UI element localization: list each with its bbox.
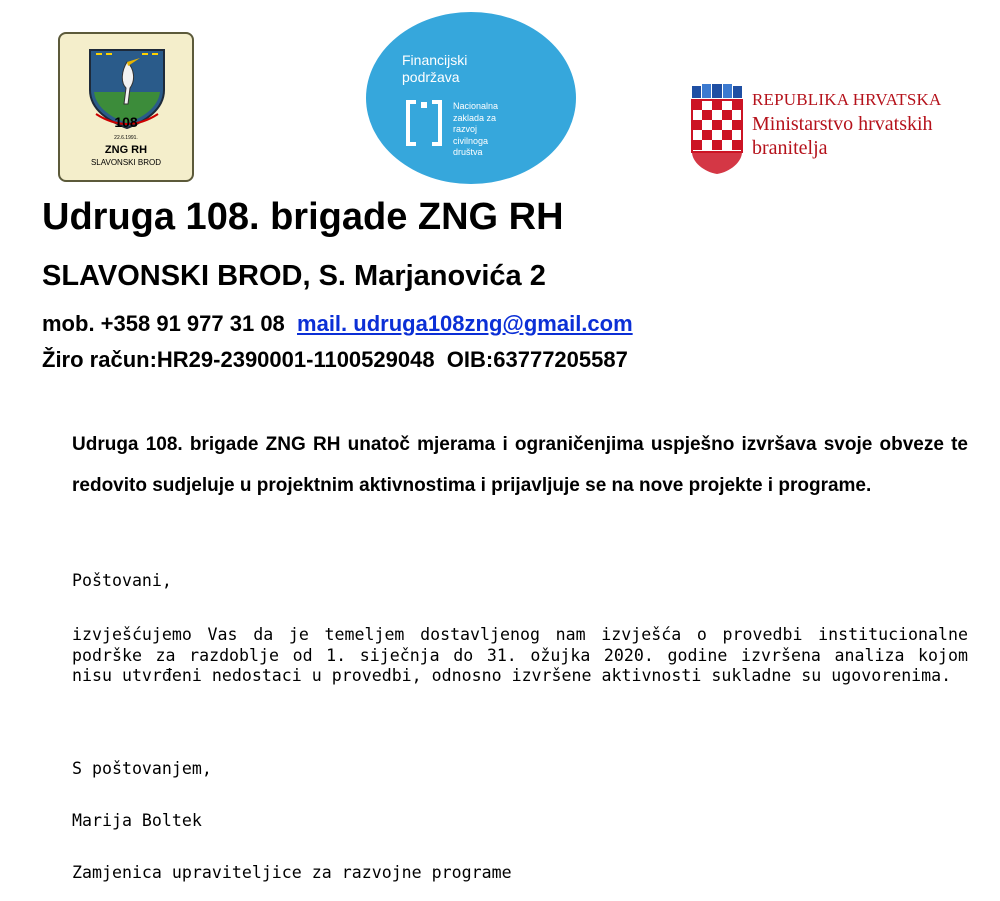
zaklada-funding-text: Financijski podržava — [402, 52, 468, 85]
ministry-name — [752, 88, 972, 160]
zaklada-name-text: Nacionalna zaklada za razvoj civilnoga društva — [453, 101, 499, 157]
zaklada-bracket-icon — [404, 98, 444, 148]
phone-number: mob. +358 91 977 31 08 — [42, 311, 298, 336]
brigade-number: 108 — [114, 114, 138, 130]
bank-account-line: Žiro račun:HR29-2390001-1100529048 OIB:63777205587 — [42, 347, 628, 372]
zng-brigade-logo — [58, 32, 194, 182]
letter-greeting: Poštovani, — [72, 571, 172, 590]
organization-address: SLAVONSKI BROD, S. Marjanovića 2 — [42, 260, 546, 292]
intro-paragraph: Udruga 108. brigade ZNG RH unatoč mjerama i ograničenjima uspješno izvršava svoje obveze te redovito sudjeluje u projektnim aktivnostima i prijavljuje se na nove projekte i programe. — [72, 434, 968, 496]
signer-name: Marija Boltek — [72, 811, 202, 830]
organization-title: Udruga 108. brigade ZNG RH — [42, 196, 564, 238]
email-link[interactable]: mail. udruga108zng@gmail.com — [297, 311, 633, 336]
ministry-line-3: branitelja — [752, 137, 828, 159]
ministry-line-2: Ministarstvo hrvatskih — [752, 113, 933, 135]
brigade-date: 22.6.1991. — [114, 135, 138, 141]
croatian-coat-of-arms-icon — [690, 84, 744, 176]
letter-paragraph: izvješćujemo Vas da je temeljem dostavljenog nam izvješća o provedbi institucionalne podrške za razdoblje od 1. siječnja do 31. ožujka 2020. godine izvršena analiza kojom nisu utvrđeni nedostaci u provedbi, odnosno izvršene aktivnosti sukladne su ugovorenima. — [72, 625, 968, 685]
zaklada-logo — [366, 12, 576, 184]
letter-closing: S poštovanjem, — [72, 759, 212, 778]
brigade-city-text: SLAVONSKI BROD — [90, 158, 162, 167]
brigade-zng-text: ZNG RH — [104, 144, 148, 156]
signer-title: Zamjenica upraviteljice za razvojne programe — [72, 863, 512, 882]
contact-line — [42, 309, 633, 339]
ministry-republic-text: REPUBLIKA HRVATSKA — [752, 90, 942, 109]
ministry-logo — [688, 80, 968, 180]
